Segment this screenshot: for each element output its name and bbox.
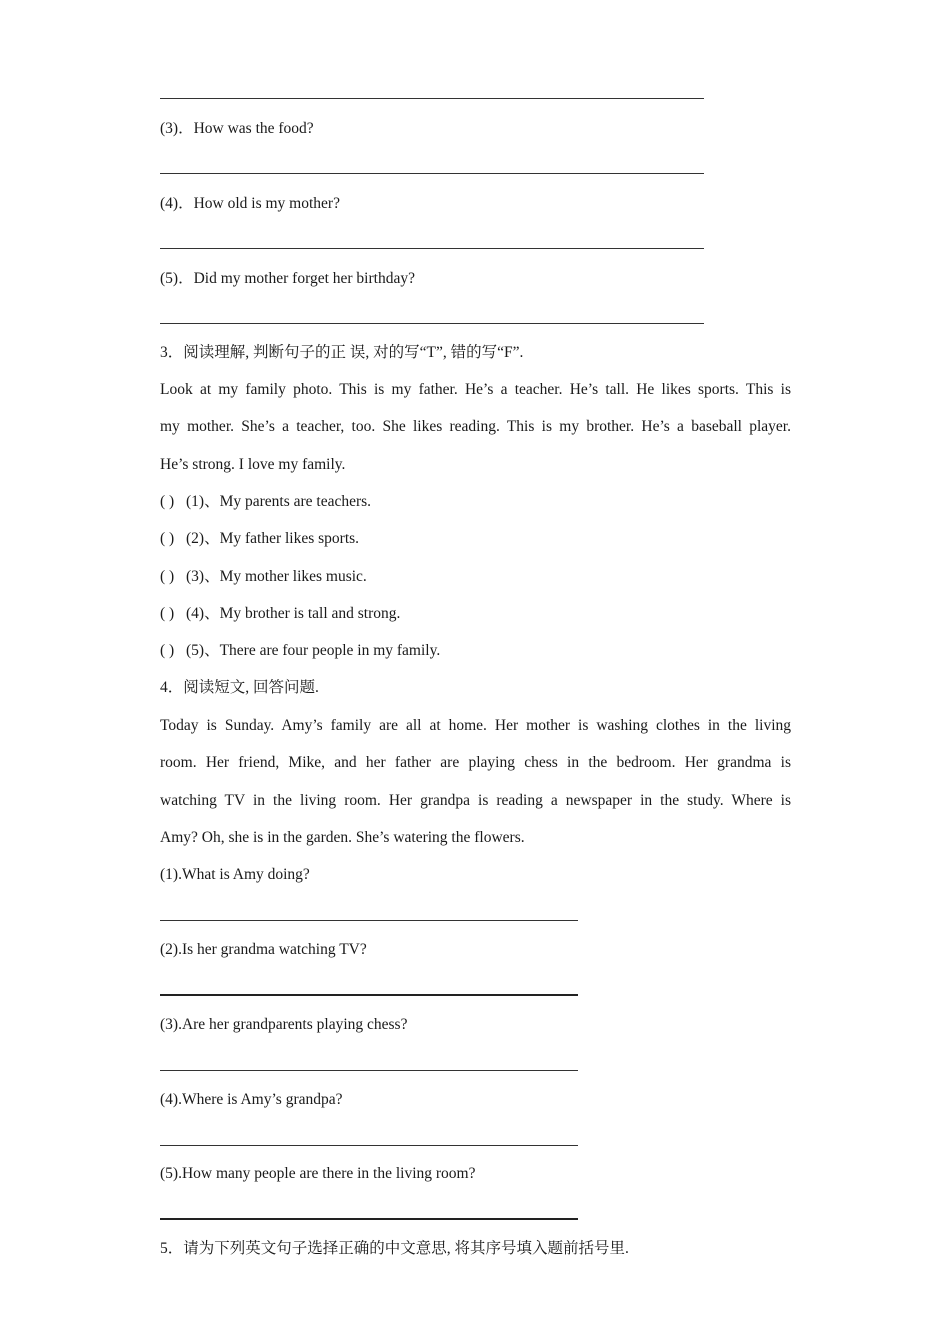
answer-paren[interactable]: ( ) [160,493,175,510]
passage-line: watching TV in the living room. Her grandpa is reading a newspaper in the study. Where is [160,791,791,809]
question-text: (3).Are her grandparents playing chess? [160,1016,408,1033]
answer-line[interactable] [160,173,704,174]
question-text: (3)．How was the food? [160,120,314,137]
passage-line: Look at my family photo. This is my father. He’s a teacher. He’s tall. He likes sports. This is [160,381,791,398]
tf-item-text: (2)、My father likes sports. [186,530,360,547]
section-4-heading: 4．阅读短文, 回答问题. [160,679,319,696]
answer-line[interactable] [160,994,578,996]
passage-line: Amy? Oh, she is in the garden. She’s watering the flowers. [160,828,525,846]
question-text: (5).How many people are there in the living room? [160,1165,476,1182]
question-text: (4)．How old is my mother? [160,195,340,212]
section-3-heading: 3．阅读理解, 判断句子的正 误, 对的写“T”, 错的写“F”. [160,344,524,361]
tf-item [160,604,400,624]
question-text: (1).What is Amy doing? [160,866,310,883]
answer-line[interactable] [160,323,704,324]
section-4-passage [160,707,791,856]
section-5-heading: 5．请为下列英文句子选择正确的中文意思, 将其序号填入题前括号里. [160,1240,629,1257]
answer-paren[interactable]: ( ) [160,568,175,585]
tf-item-text: (5)、There are four people in my family. [186,642,441,659]
tf-item-text: (4)、My brother is tall and strong. [186,605,401,622]
answer-paren[interactable]: ( ) [160,605,175,622]
answer-paren[interactable]: ( ) [160,642,175,659]
passage-line: my mother. She’s a teacher, too. She likes reading. This is my brother. He’s a baseball player. [160,418,791,436]
answer-paren[interactable]: ( ) [160,530,175,547]
question-text: (5)．Did my mother forget her birthday? [160,270,415,287]
tf-item [160,529,359,549]
answer-line[interactable] [160,920,578,921]
answer-line[interactable] [160,1218,578,1220]
question-text: (4).Where is Amy’s grandpa? [160,1091,343,1108]
passage-line: Today is Sunday. Amy’s family are all at home. Her mother is washing clothes in the living [160,717,791,734]
answer-line[interactable] [160,1070,578,1071]
passage-line: He’s strong. I love my family. [160,455,346,473]
tf-item [160,567,367,587]
tf-item [160,492,371,512]
answer-line[interactable] [160,248,704,249]
tf-item-text: (3)、My mother likes music. [186,568,367,585]
tf-item-text: (1)、My parents are teachers. [186,493,372,510]
tf-item [160,641,440,661]
answer-line[interactable] [160,1145,578,1146]
answer-line[interactable] [160,98,704,99]
question-text: (2).Is her grandma watching TV? [160,941,367,958]
section-3-passage [160,371,791,483]
passage-line: room. Her friend, Mike, and her father are playing chess in the bedroom. Her grandma is [160,754,791,772]
